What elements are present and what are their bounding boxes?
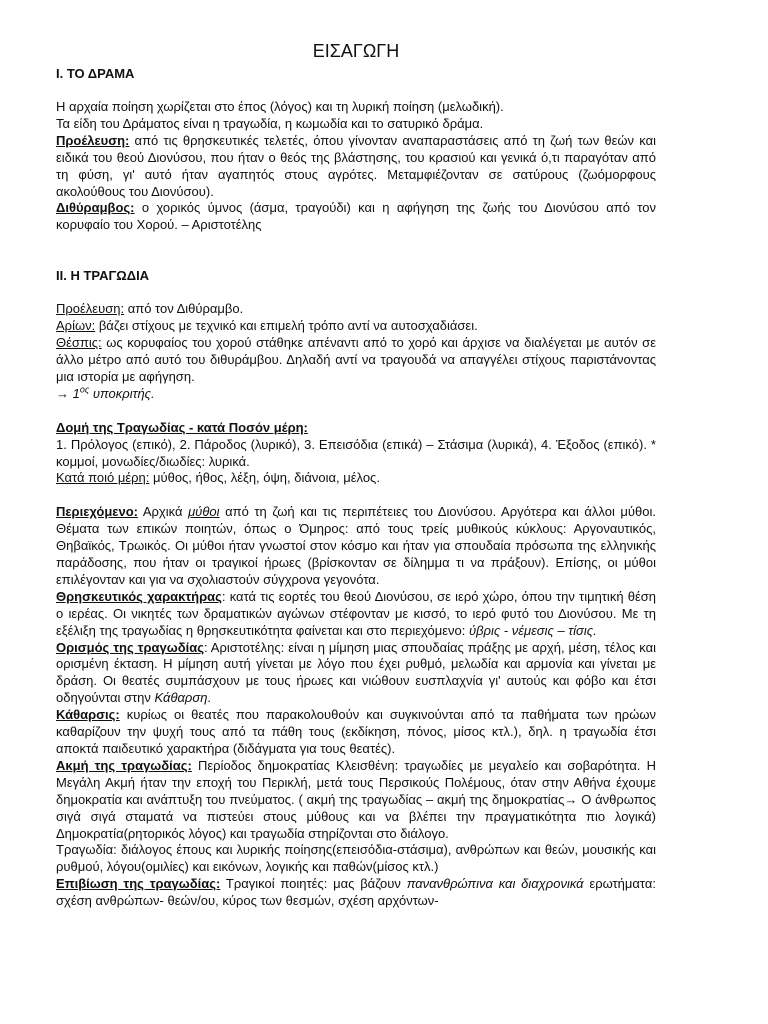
paragraph-tragedy-origin (56, 301, 656, 318)
paragraph-origin (56, 133, 656, 201)
term-religious: Θρησκευτικός χαρακτήρας (56, 588, 222, 604)
paragraph-drama-types: Τα είδη του Δράματος είναι η τραγωδία, η κωμωδία και το σατυρικό δράμα. (56, 115, 484, 131)
document-title: ΕΙΣΑΓΩΓΗ (312, 41, 400, 61)
term-content: Περιεχόμενο: (56, 504, 138, 520)
content-pre: Αρχικά (137, 504, 189, 520)
term-myths: μύθοι (188, 504, 220, 520)
term-quality-parts: Κατά ποιό μέρη: (56, 470, 150, 486)
term-thespis: Θέσπις: (56, 335, 102, 351)
katharsis-text: κυρίως οι θεατές που παρακολουθούν και συγκινούνται από τα παθήματα των ηρώων καθαρίζουν την ψυχή τους από τα πάθη τους (εκδίκηση, πόνος, μίσος κτλ.), δηλ. η τραγωδία έτσι αποκτά παιδευτικό χαρακτήρα (διδάγματα για τους θεατές). (56, 707, 656, 756)
term-tragedy-origin: Προέλευση: (56, 301, 125, 317)
paragraph-content (56, 504, 656, 589)
document-page (56, 36, 656, 910)
paragraph-katharsis (56, 707, 656, 758)
paragraph-first-actor (56, 386, 656, 403)
thespis-text: ως κορυφαίος του χορού στάθηκε απέναντι από το χορό και άρχισε να διαλέγεται με αυτόν σε άλλο μέτρο από αυτό του διθυράμβου. Δηλαδή αντί να τραγουδά να απαγγέλει στίχους παριστάνοντας μια ιστορία με αφήγηση. (56, 335, 656, 384)
definition-text: : Αριστοτέλης: είναι η μίμηση μιας σπουδαίας πράξης με αρχή, μέση, τέλος και ορισμένη έκταση. Η μίμηση αυτή γίνεται με λόγο που έχει ρυθμό, μελωδία και αρμονία και γίνεται με δράση. Οι θεατές συμπάσχουν με τους ήρωες και νιώθουν ευσπλαχνία γι' αυτούς και φόβο και έτσι οδηγούνται στην (56, 639, 656, 706)
term-peak: Ακμή της τραγωδίας: (56, 757, 192, 773)
section-heading-tragedy: II. Η ΤΡΑΓΩΔΙΑ (56, 268, 150, 284)
quality-parts-text: μύθος, ήθος, λέξη, όψη, διάνοια, μέλος. (149, 470, 380, 486)
paragraph-tragedy-dialogue: Τραγωδία: διάλογος έπους και λυρικής ποίησης(επεισόδια-στάσιμα), ανθρώπων και θεών, μουσικής και ρυθμού, λόγου(ομιλίες) και εικόνων, λογικής και παθών(μίσος κτλ.) (56, 842, 656, 875)
paragraph-poetry: Η αρχαία ποίηση χωρίζεται στο έπος (λόγος) και τη λυρική ποίηση (μελωδική). (56, 99, 504, 114)
first-actor-text: υποκριτής. (89, 385, 155, 401)
paragraph-definition (56, 640, 656, 708)
content-text: από τη ζωή και τις περιπέτειες του Διονύσου. Αργότερα και άλλοι μύθοι. Θέματα των επικών ποιητών, όπως ο Όμηρος: από τους τρείς μυθικούς κύκλους: Αργοναυτικός, Θηβαϊκός, Τρωικός. Οι μύθοι ήταν γνωστοί στον κόσμο και ήταν για σπουδαία πρόσωπα της ελληνικής παράδοσης, που ήταν οι τραγικοί ήρωες (βρίσκονταν σε δίλημμα τι να πράξουν). Επίσης, οι μύθοι επιλέγονταν και για να σχολιαστούν σύγχρονα γεγονότα. (56, 504, 656, 587)
structure-quality (56, 470, 656, 487)
paragraph-thespis (56, 335, 656, 386)
first-actor-arrow: → 1 (56, 385, 80, 401)
paragraph-peak (56, 758, 656, 843)
first-actor-sup: ος (79, 384, 90, 395)
survival-italic: πανανθρώπινα και διαχρονικά (406, 876, 584, 892)
term-katharsis: Κάθαρσις: (56, 707, 120, 723)
arion-text: βάζει στίχους με τεχνικό και επιμελή τρόπο αντί να αυτοσχαδιάσει. (95, 318, 478, 334)
origin-text: από τις θρησκευτικές τελετές, όπου γίνονταν αναπαραστάσεις από τη ζωή των θεών και ειδικά του θεού Διονύσου, που ήταν ο θεός της βλάστησης, του κρασιού και γενικά ό,τι παραγόταν από τη φύση, γι' αυτό ήταν αγαπητός στους αγρότες. Μεταμφιέζονταν σε σατύρους (ζωόμορφους ακολούθους του Διονύσου). (56, 132, 656, 199)
term-definition: Ορισμός της τραγωδίας (56, 639, 204, 655)
dithyramb-text: ο χορικός ύμνος (άσμα, τραγούδι) και η αφήγηση της ζωής του Διονύσου από τον κορυφαίο του Χορού. – Αριστοτέλης (56, 200, 656, 233)
survival-pre: Τραγικοί ποιητές: μας βάζουν (220, 876, 407, 892)
religious-italic: ύβρις - νέμεσις – τίσις. (468, 622, 597, 638)
peak-text: Περίοδος δημοκρατίας Κλεισθένη: τραγωδίες με μεγαλείο και σοβαρότητα. Η Μεγάλη Ακμή ήταν την εποχή του Περικλή, μετά τους Περσικούς Πολέμους, όταν στην Αθήνα έχουμε δημοκρατία και ανάπτυξη του πνεύματος. ( ακμή της τραγωδίας – ακμή της δημοκρατίας→ Ο άνθρωπος σιγά σιγά σταματά να πιστεύει στους μύθους και να βλέπει την πραγματικότητα πιο λογικά) Δημοκρατία(ρητορικός λόγος) και τραγωδία στηρίζονται στο διάλογο. (56, 757, 656, 841)
definition-katharsis: Κάθαρση (154, 690, 208, 706)
paragraph-survival (56, 876, 656, 910)
tragedy-origin-text: από τον Διθύραμβο. (124, 301, 244, 317)
section-heading-drama: I. ΤΟ ΔΡΑΜΑ (56, 66, 135, 81)
term-arion: Αρίων: (56, 318, 96, 334)
term-dithyramb: Διθύραμβος: (56, 200, 135, 216)
structure-heading: Δομή της Τραγωδίας - κατά Ποσόν μέρη: (56, 419, 308, 435)
paragraph-dithyramb (56, 200, 656, 234)
definition-end: . (207, 690, 212, 706)
term-survival: Επιβίωση της τραγωδίας: (56, 876, 221, 892)
paragraph-religious (56, 589, 656, 640)
paragraph-arion (56, 318, 656, 335)
term-origin: Προέλευση: (56, 132, 130, 148)
structure-parts: 1. Πρόλογος (επικό), 2. Πάροδος (λυρικό), 3. Επεισόδια (επικά) – Στάσιμα (λυρικά), 4. Έξοδος (επικό). * κομμοί, μονωδίες/διωδίες: λυρικά. (56, 436, 656, 469)
religious-text: : κατά τις εορτές του θεού Διονύσου, σε ιερό χώρο, όπου την τιμητική θέση ο ιερέας. Οι νικητές των δραματικών αγώνων στέφονταν με κισσό, το ιερό φυτό του Διονύσου. Με τη εξέλιξη της τραγωδίας η θρησκευτικότητα φαίνεται και στο περιεχόμενο: (56, 588, 657, 638)
survival-text: ερωτήματα: σχέση ανθρώπων- θεών/ου, κύρος των θεσμών, σχέση αρχόντων- (56, 876, 656, 909)
